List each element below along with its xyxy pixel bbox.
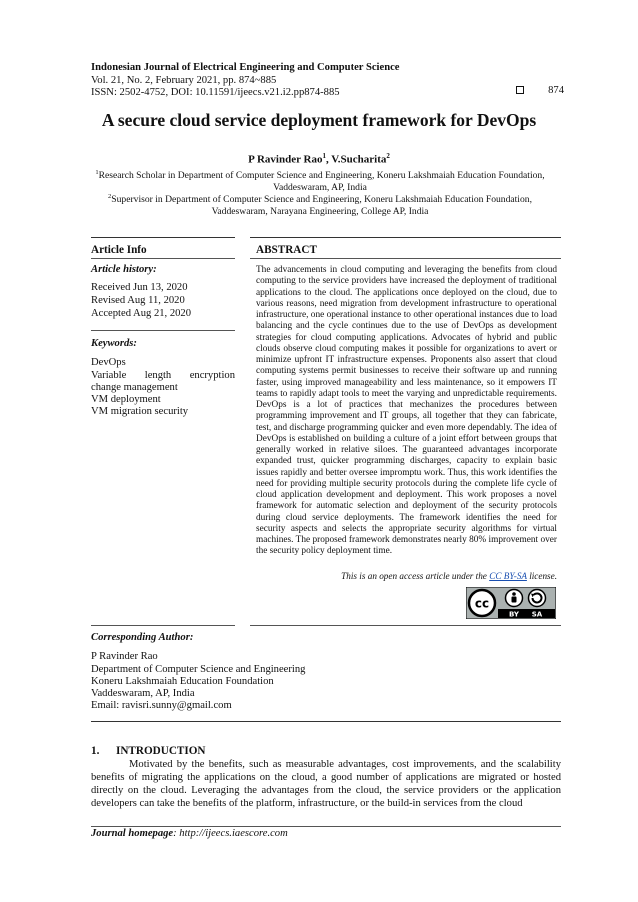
author-2: V.Sucharita: [331, 153, 387, 166]
author-separator: ,: [325, 153, 332, 166]
keyword-item: VM deployment: [91, 394, 161, 405]
affiliation-2: [95, 191, 545, 217]
volume-info: Vol. 21, No. 2, February 2021, pp. 874~885: [91, 75, 277, 86]
author-1: P Ravinder Rao: [248, 153, 323, 166]
corresponding-right-rule: [250, 625, 561, 626]
corresponding-line: P Ravinder Rao: [91, 651, 158, 662]
oa-suffix: license.: [526, 571, 557, 581]
author-2-sup: 2: [386, 152, 390, 160]
cc-by-sa-badge[interactable]: [466, 587, 556, 619]
affiliation-1: [95, 167, 545, 193]
cc-by-sa-link[interactable]: CC BY-SA: [489, 571, 527, 581]
abstract-top-rule: [250, 237, 561, 238]
abstract-text: The advancements in cloud computing and leveraging the benefits from cloud computing to the service providers have increased the deployment of traditional applications to the cloud. The applications once deployed on the cloud, due to various reasons, need migration from development infrastructure to operational infrastructure, one operational instance to other operational instances due to load balancing and the cycle continues due to the use of DevOps as development strategies for cloud computing applications. Advocates of hybrid and public clouds observe cloud computing makes it possible for organizations to avert or minimize upfront IT infrastructure expenses. Proponents also assert that cloud computing systems permit businesses to receive their software up and running faster, using improved manageability and less maintenance, so it empowers IT teams to rapidly adapt tools to meet the varying and unpredictable requirements. DevOps is a lot of practices that mechanizes the procedures between programming improvement and IT groups, all together that they can fabricate, test, and discharge programming quicker and even more dependably. The idea of DevOps is established on building a culture of a joint effort between groups that generally worked in relative siloes. The guaranteed advantages incorporate expanded trust, quicker programming discharges, capacity to explain basic issues rapidly and better oversee impromptu work. Thus, this work identifies the need for providing multiple security protocols during the complete life cycle of cloud application development and deployment. This work proposes a novel framework for automatic selection and deployment of the security protocols during cloud service deployments. The framework identifies the need for security aspects and selects the appropriate security algorithms for virtual machines. The proposed framework demonstrates nearly 80% improvement over the security policy deployment time.: [256, 265, 557, 557]
corresponding-left-rule: [91, 625, 235, 626]
corresponding-line: Department of Computer Science and Engineering: [91, 664, 306, 675]
received-date: Received Jun 13, 2020: [91, 282, 188, 293]
keyword-item: VM migration security: [91, 406, 189, 417]
affiliation-2-line-2: Vaddeswaram, Narayana Engineering, College AP, India: [211, 205, 429, 217]
affiliation-2-sup: 2: [108, 193, 112, 200]
footer-label: Journal homepage: [91, 828, 174, 839]
cc-sa-label: SA: [531, 610, 543, 619]
section-divider-rule: [91, 721, 561, 722]
intro-number: 1.: [91, 745, 100, 757]
article-info-top-rule: [91, 237, 235, 238]
revised-date: Revised Aug 11, 2020: [91, 295, 185, 306]
author-line: [0, 152, 638, 166]
share-alike-icon: [529, 590, 546, 607]
footer-rule: [91, 826, 561, 827]
abstract-heading: ABSTRACT: [256, 244, 317, 256]
affiliation-2-line-1: Supervisor in Department of Computer Science and Engineering, Koneru Lakshmaiah Education Foundation,: [111, 194, 532, 206]
checkbox-icon: [516, 86, 524, 94]
article-history-heading: Article history:: [91, 264, 157, 275]
intro-heading: INTRODUCTION: [116, 745, 206, 757]
corresponding-line: Koneru Lakshmaiah Education Foundation: [91, 676, 274, 687]
affiliation-1-line-2: Vaddeswaram, AP, India: [273, 181, 367, 193]
affiliation-1-line-1: Research Scholar in Department of Computer Science and Engineering, Koneru Lakshmaiah Education Foundation,: [98, 170, 545, 182]
footer-url[interactable]: : http://ijeecs.iaescore.com: [173, 828, 288, 839]
journal-homepage[interactable]: [91, 828, 288, 839]
keyword-item: DevOps: [91, 357, 126, 368]
open-access-note: [256, 571, 557, 581]
intro-paragraph: Motivated by the benefits, such as measurable advantages, cost improvements, and the scalability benefits of migrating the applications on the cloud, a good number of applications are migrated or hosted directly on the cloud. Leveraging the advantages from the cloud, the service providers or the application developers can take the benefits of the platform, infrastructure, or the build-in services from the cloud: [91, 759, 561, 810]
article-info-rule: [91, 258, 235, 259]
keywords-heading: Keywords:: [91, 338, 137, 349]
journal-name: Indonesian Journal of Electrical Engineering and Computer Science: [91, 62, 400, 73]
corresponding-line: Vaddeswaram, AP, India: [91, 688, 195, 699]
cc-by-label: BY: [508, 610, 520, 619]
keyword-item: change management: [91, 382, 178, 393]
affiliation-1-sup: 1: [95, 169, 99, 176]
author-1-sup: 1: [322, 152, 326, 160]
keyword-item: Variable length encryption: [91, 370, 235, 381]
accepted-date: Accepted Aug 21, 2020: [91, 308, 192, 319]
page-number: 874: [548, 85, 564, 96]
abstract-rule: [250, 258, 561, 259]
article-info-heading: Article Info: [91, 244, 147, 256]
keywords-rule: [91, 330, 235, 331]
svg-text:cc: cc: [474, 596, 490, 611]
corresponding-heading: Corresponding Author:: [91, 632, 194, 643]
issn-doi: ISSN: 2502-4752, DOI: 10.11591/ijeecs.v21.i2.pp874-885: [91, 87, 340, 98]
corresponding-email[interactable]: Email: ravisri.sunny@gmail.com: [91, 700, 232, 711]
oa-prefix: This is an open access article under the: [341, 571, 490, 581]
paper-title: A secure cloud service deployment framework for DevOps: [101, 110, 537, 130]
